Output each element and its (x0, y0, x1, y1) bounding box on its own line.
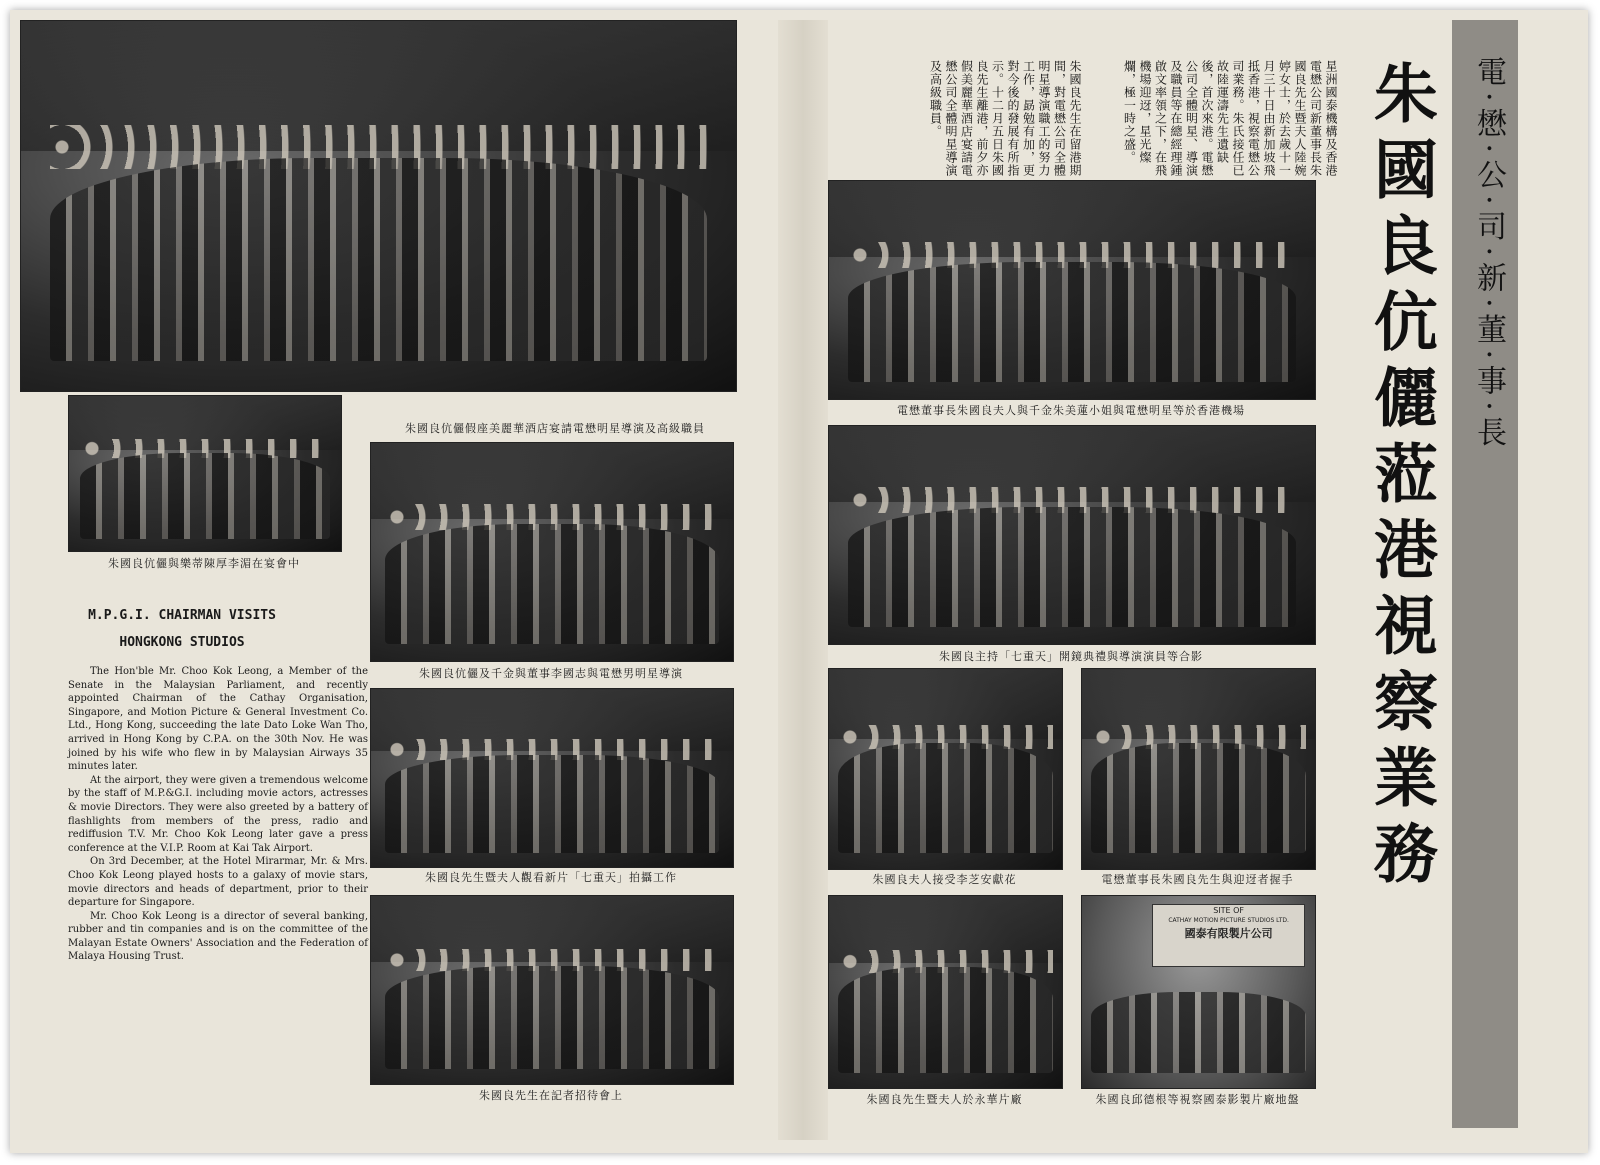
article-heading-line2: HONGKONG STUDIOS (119, 635, 245, 650)
caption-film-set: 朱國良主持「七重天」開鏡典禮與導演演員等合影 (939, 650, 1203, 663)
chinese-intro-text: 星洲國泰機構及香港電懋公司新董事長朱國良先生暨夫人陸婉婷女士，於去歲十一月三十日由新加坡飛抵香港，視察電懋公司業務。朱氏接任已故陸運濤先生遺缺後，首次來港。電懋公司全體明星、導演及職員等在總經理鍾啟文率領之下，在飛機場迎迓，星光燦爛，極一時之盛。 (1122, 60, 1338, 177)
photo-studio-site (1081, 895, 1316, 1089)
body-paragraph: Mr. Choo Kok Leong is a director of several banking, rubber and tin companies and is on the committee of the Malayan Estate Owners' Association and the Federation of Malaya Housing Trust. (68, 910, 368, 963)
caption-banquet: 朱國良伉儷假座美麗華酒店宴請電懋明星導演及高級職員 (405, 422, 705, 435)
photo-stars-banquet (20, 20, 737, 392)
caption-flowers: 朱國良夫人接受李芝安獻花 (872, 873, 1017, 886)
photo-film-set (828, 425, 1316, 645)
caption-studio-site: 朱國良邱德根等視察國泰影製片廠地盤 (1095, 1093, 1300, 1106)
body-paragraph: The Hon'ble Mr. Choo Kok Leong, a Member of the Senate in the Malaysian Parliament, and recently appointed Chairman of the Cathay Organisation, Singapore, and Motion Picture & General Investment Co. Ltd., Hong Kong, succeeding the late Dato Loke Wan Tho, arrived in Hong Kong by C.P.A. on the 30th Nov. He was joined by his wife who flew in by Malaysian Airways 35 minutes later. (68, 666, 368, 773)
caption-handshake: 電懋董事長朱國良先生與迎迓者握手 (1101, 873, 1294, 886)
photo-handshake (1081, 668, 1316, 870)
caption-group-seated: 朱國良伉儷及千金與董事李國志與電懋男明星導演 (419, 667, 683, 680)
caption-yunghwa-studio: 朱國良先生暨夫人於永華片廠 (866, 1093, 1023, 1106)
photo-host-couple (68, 395, 342, 552)
page-gutter (778, 20, 828, 1140)
caption-press-conference: 朱國良先生在記者招待會上 (479, 1089, 623, 1102)
sidebar-heading: 電·懋·公·司·新·董·事·長 (1471, 56, 1506, 453)
caption-studio-visit: 朱國良先生暨夫人觀看新片「七重天」拍攝工作 (425, 871, 677, 884)
photo-yunghwa-studio (828, 895, 1063, 1089)
photo-flowers (828, 668, 1063, 870)
body-paragraph: On 3rd December, at the Hotel Mirarmar, Mr. & Mrs. Choo Kok Leong played hosts to a galaxy of movie stars, movie directors and heads of department, prior to their departure for Singapore. (68, 856, 368, 909)
chinese-intro-text-2: 朱國良先生在留港期間，對電懋公司全體明星導演職工的努力工作，勗勉有加，更對今後的發展有所指示。十二月五日朱國良先生離港，前夕亦假美麗華酒店宴請電懋公司全體明星導演及高級職員。 (928, 60, 1082, 177)
body-paragraph: At the airport, they were given a tremendous welcome by the staff of M.P.&G.I. including movie actors, actresses & movie Directors. They were also greeted by a battery of flashlights from members of the press, radio and rediffusion T.V. Mr. Choo Kok Leong later gave a press conference at the V.I.P. Room at Kai Tak Airport. (68, 774, 368, 854)
caption-airport-welcome: 電懋董事長朱國良夫人與千金朱美蓮小姐與電懋明星等於香港機場 (897, 404, 1245, 417)
photo-studio-visit (370, 688, 734, 868)
site-sign (1152, 904, 1305, 967)
site-sign-line2: CATHAY MOTION PICTURE STUDIOS LTD. (1168, 916, 1289, 924)
photo-group-seated (370, 442, 734, 662)
site-sign-line1: SITE OF (1213, 905, 1245, 915)
article-body (68, 665, 368, 964)
caption-host-couple: 朱國良伉儷與樂蒂陳厚李湄在宴會中 (108, 557, 300, 570)
article-title: 朱國良伉儷蒞港視察業務 (1363, 60, 1438, 896)
article-heading-line1: M.P.G.I. CHAIRMAN VISITS (88, 608, 276, 623)
photo-airport-welcome (828, 180, 1316, 400)
photo-press-conference (370, 895, 734, 1085)
site-sign-line3: 國泰有限製片公司 (1184, 926, 1273, 940)
